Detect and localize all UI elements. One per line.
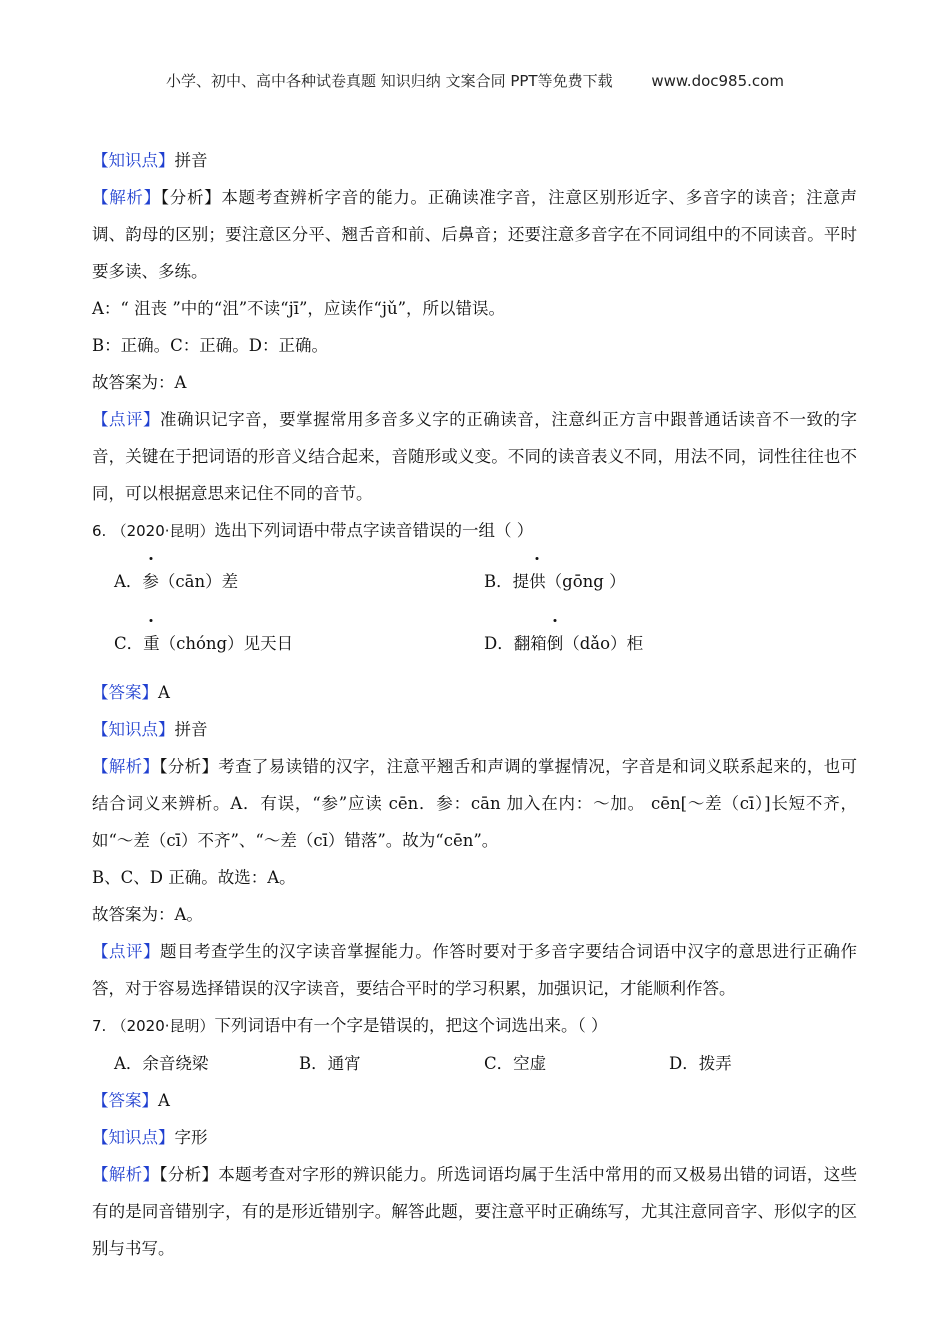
option-d-text: （dǎo）柜 <box>563 633 644 653</box>
dotted-char: 参 <box>142 563 159 600</box>
question-source: （2020·昆明） <box>111 522 215 540</box>
knowledge-point-tag: 【知识点】 <box>92 1128 175 1147</box>
analysis-line-2: B、C、D 正确。故选：A。 <box>92 868 296 887</box>
comment-text: 题目考查学生的汉字读音掌握能力。作答时要对于多音字要结合词语中汉字的意思进行正确作答，对于容易选择错误的汉字读音，要结合平时的学习积累，加强识记，才能顺利作答。 <box>92 942 858 998</box>
option-d: D．拨弄 <box>669 1054 732 1073</box>
question-7-stem <box>92 1007 857 1045</box>
page-content <box>92 142 857 1267</box>
question-text: 选出下列词语中带点字读音错误的一组（ ） <box>214 521 534 540</box>
question-7-options <box>92 1045 857 1082</box>
dotted-char: 重 <box>143 625 160 662</box>
knowledge-point <box>92 142 857 179</box>
page-header <box>0 70 950 91</box>
question-source: （2020·昆明） <box>111 1017 215 1035</box>
knowledge-point-tag: 【知识点】 <box>92 151 175 170</box>
analysis <box>92 1156 857 1267</box>
answer <box>92 1082 857 1119</box>
option-d <box>462 625 832 662</box>
answer-tag: 【答案】 <box>92 683 158 702</box>
option-b-label: B．提 <box>484 571 530 591</box>
option-a: A．余音绕梁 <box>114 1054 209 1073</box>
answer-line: 故答案为：A <box>92 373 187 392</box>
option-a-text: （cān）差 <box>158 571 239 591</box>
header-text: 小学、初中、高中各种试卷真题 知识归纳 文案合同 PPT等免费下载 <box>166 72 613 90</box>
question-text: 下列词语中有一个字是错误的，把这个词选出来。（ ） <box>214 1016 608 1035</box>
option-a-label: A． <box>114 571 143 591</box>
answer-tag: 【答案】 <box>92 1091 158 1110</box>
knowledge-point <box>92 711 857 748</box>
analysis-line-a: A：“ 沮丧 ”中的“沮”不读“jī”，应读作“jǔ”，所以错误。 <box>92 299 506 318</box>
option-c: C．空虚 <box>484 1054 547 1073</box>
answer-value: A <box>158 683 170 702</box>
knowledge-point-text: 字形 <box>174 1128 208 1147</box>
option-c <box>92 625 462 662</box>
answer-value: A <box>158 1091 170 1110</box>
option-c-text: （chóng）见天日 <box>159 633 294 653</box>
knowledge-point-tag: 【知识点】 <box>92 720 175 739</box>
option-b <box>462 563 832 600</box>
question-6-options-row-1 <box>92 550 857 612</box>
comment <box>92 933 857 1007</box>
question-number: 7. <box>92 1017 107 1035</box>
analysis-text: 【分析】本题考查对字形的辨识能力。所选词语均属于生活中常用的而又极易出错的词语，这些有的是同音错别字，有的是形近错别字。解答此题，要注意平时正确练写，尤其注意同音字、形似字的区别与书写。 <box>92 1165 858 1258</box>
option-b-text: （gōng ） <box>545 571 626 591</box>
dotted-char: 倒 <box>547 625 564 662</box>
analysis-tag: 【解析】 <box>92 1165 160 1184</box>
comment <box>92 401 857 512</box>
dotted-char: 供 <box>529 563 546 600</box>
answer <box>92 674 857 711</box>
answer-line: 故答案为：A。 <box>92 905 203 924</box>
option-a <box>92 563 462 600</box>
analysis-text: 【分析】本题考查辨析字音的能力。正确读准字音，注意区别形近字、多音字的读音；注意声调、韵母的区别；要注意区分平、翘舌音和前、后鼻音；还要注意多音字在不同词组中的不同读音。平时要多读、多练。 <box>92 188 858 281</box>
option-c-label: C． <box>114 633 144 653</box>
analysis <box>92 179 857 290</box>
question-6-options-row-2 <box>92 612 857 674</box>
knowledge-point-text: 拼音 <box>174 720 208 739</box>
option-b: B．通宵 <box>299 1054 361 1073</box>
analysis-tag: 【解析】 <box>92 757 160 776</box>
option-d-label: D．翻箱 <box>484 633 547 653</box>
comment-tag: 【点评】 <box>92 942 161 961</box>
comment-text: 准确识记字音，要掌握常用多音多义字的正确读音，注意纠正方言中跟普通话读音不一致的字音，关键在于把词语的形音义结合起来，音随形或义变。不同的读音表义不同，用法不同，词性往往也不同，可以根据意思来记住不同的音节。 <box>92 410 858 503</box>
analysis-tag: 【解析】 <box>92 188 161 207</box>
analysis-text: 【分析】考查了易读错的汉字，注意平翘舌和声调的掌握情况，字音是和词义联系起来的，也可结合词义来辨析。A．有误，“参”应读 cēn．参：cān 加入在内：～加。 cēn[～差（cī）]长短不齐，如“～差（cī）不齐”、“～差（cī）错落”。故为“cēn”。 <box>92 757 858 850</box>
comment-tag: 【点评】 <box>92 410 161 429</box>
question-number: 6. <box>92 522 107 540</box>
knowledge-point-text: 拼音 <box>174 151 208 170</box>
knowledge-point <box>92 1119 857 1156</box>
header-site: www.doc985.com <box>651 72 784 90</box>
analysis <box>92 748 857 859</box>
analysis-line-b: B：正确。C：正确。D：正确。 <box>92 336 328 355</box>
question-6-stem <box>92 512 857 550</box>
